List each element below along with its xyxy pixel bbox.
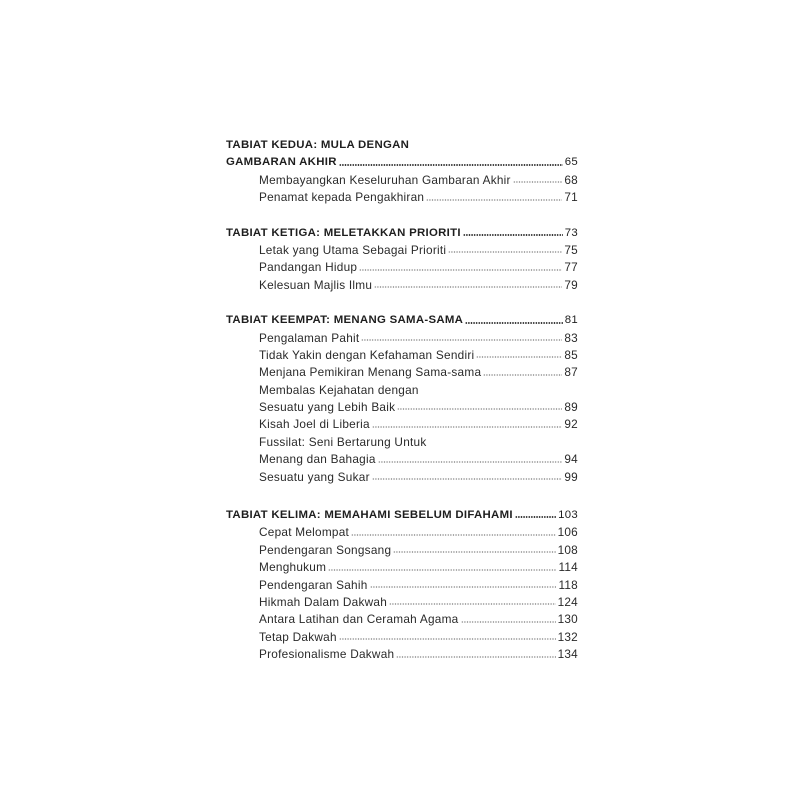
toc-entry-label: Tidak Yakin dengan Kefahaman Sendiri bbox=[259, 347, 475, 362]
toc-page-number: 77 bbox=[564, 260, 578, 275]
toc-entry-label: Pengalaman Pahit bbox=[259, 330, 360, 345]
toc-section-tabiat-kelima bbox=[226, 507, 578, 664]
toc-page-number: 118 bbox=[558, 577, 578, 592]
toc-heading-entry[interactable] bbox=[226, 154, 578, 171]
toc-entry[interactable] bbox=[226, 347, 578, 364]
toc-entry[interactable] bbox=[226, 629, 578, 646]
dot-leader bbox=[515, 516, 556, 518]
dot-leader bbox=[463, 234, 563, 236]
toc-page-number: 108 bbox=[557, 542, 578, 557]
toc-page-number: 79 bbox=[564, 277, 578, 292]
table-of-contents bbox=[226, 137, 578, 679]
toc-entry[interactable] bbox=[226, 364, 578, 381]
toc-entry-label: Pendengaran Sahih bbox=[259, 577, 368, 592]
dot-leader bbox=[378, 461, 563, 463]
toc-entry-label: Hikmah Dalam Dakwah bbox=[259, 594, 388, 609]
toc-entry[interactable] bbox=[226, 189, 578, 206]
toc-entry[interactable] bbox=[226, 542, 578, 559]
toc-entry-line: Fussilat: Seni Bertarung Untuk bbox=[259, 434, 427, 449]
toc-page-number: 130 bbox=[557, 612, 578, 627]
toc-entry[interactable] bbox=[226, 416, 578, 433]
toc-page-number: 99 bbox=[564, 469, 578, 484]
dot-leader bbox=[396, 656, 555, 658]
toc-heading-label: TABIAT KETIGA: MELETAKKAN PRIORITI bbox=[226, 226, 461, 239]
dot-leader bbox=[513, 181, 563, 183]
toc-section-tabiat-keempat bbox=[226, 312, 578, 486]
toc-entry[interactable] bbox=[226, 469, 578, 486]
toc-section-tabiat-kedua bbox=[226, 137, 578, 207]
toc-entry[interactable] bbox=[226, 330, 578, 347]
toc-heading-label: GAMBARAN AKHIR bbox=[226, 156, 337, 169]
toc-page-number: 106 bbox=[557, 525, 578, 540]
dot-leader bbox=[359, 269, 562, 271]
toc-page-number: 103 bbox=[558, 509, 578, 522]
toc-page-number: 92 bbox=[564, 417, 578, 432]
toc-page-number: 134 bbox=[557, 647, 578, 662]
toc-page-number: 114 bbox=[558, 560, 578, 575]
dot-leader bbox=[461, 621, 556, 623]
toc-page-number: 132 bbox=[557, 629, 578, 644]
dot-leader bbox=[372, 478, 563, 480]
toc-entry-label: Antara Latihan dan Ceramah Agama bbox=[259, 612, 459, 627]
dot-leader bbox=[361, 339, 562, 341]
dot-leader bbox=[397, 408, 562, 410]
dot-leader bbox=[448, 251, 562, 253]
toc-entry[interactable] bbox=[226, 242, 578, 259]
toc-entry-label: Letak yang Utama Sebagai Prioriti bbox=[259, 242, 447, 257]
toc-entry-label: Sesuatu yang Lebih Baik bbox=[259, 400, 396, 415]
toc-entry-label: Menang dan Bahagia bbox=[259, 452, 376, 467]
toc-entry[interactable] bbox=[226, 399, 578, 416]
toc-heading-label: TABIAT KEEMPAT: MENANG SAMA-SAMA bbox=[226, 314, 464, 327]
toc-entry-label: Pandangan Hidup bbox=[259, 260, 358, 275]
toc-entry[interactable] bbox=[226, 559, 578, 576]
toc-page-number: 73 bbox=[564, 226, 578, 239]
toc-entry[interactable] bbox=[226, 646, 578, 663]
toc-page-number: 83 bbox=[564, 330, 578, 345]
toc-entry-label: Membayangkan Keseluruhan Gambaran Akhir bbox=[259, 172, 511, 187]
toc-page-number: 81 bbox=[564, 314, 578, 327]
dot-leader bbox=[339, 638, 556, 640]
toc-heading-label: TABIAT KELIMA: MEMAHAMI SEBELUM DIFAHAMI bbox=[226, 509, 513, 522]
toc-entry[interactable] bbox=[226, 524, 578, 541]
toc-entry-label: Pendengaran Songsang bbox=[259, 542, 392, 557]
toc-entry-label: Profesionalisme Dakwah bbox=[259, 647, 395, 662]
toc-entry[interactable] bbox=[226, 611, 578, 628]
toc-page-number: 94 bbox=[564, 452, 578, 467]
toc-page-number: 65 bbox=[564, 156, 578, 169]
dot-leader bbox=[372, 426, 563, 428]
toc-entry-label: Penamat kepada Pengakhiran bbox=[259, 190, 425, 205]
toc-entry[interactable] bbox=[226, 172, 578, 189]
toc-entry[interactable] bbox=[226, 259, 578, 276]
dot-leader bbox=[389, 603, 556, 605]
dot-leader bbox=[328, 569, 556, 571]
toc-page-number: 68 bbox=[564, 172, 578, 187]
toc-entry-label: Menjana Pemikiran Menang Sama-sama bbox=[259, 365, 482, 380]
dot-leader bbox=[339, 164, 563, 166]
toc-entry[interactable] bbox=[226, 451, 578, 468]
toc-page-number: 71 bbox=[564, 190, 578, 205]
toc-section-tabiat-ketiga bbox=[226, 225, 578, 295]
dot-leader bbox=[465, 322, 563, 324]
toc-page-number: 89 bbox=[564, 400, 578, 415]
toc-entry-label: Kelesuan Majlis Ilmu bbox=[259, 277, 373, 292]
toc-page-number: 124 bbox=[557, 594, 578, 609]
toc-page-number: 87 bbox=[564, 365, 578, 380]
dot-leader bbox=[426, 199, 562, 201]
dot-leader bbox=[351, 534, 556, 536]
toc-entry-line: Membalas Kejahatan dengan bbox=[259, 382, 419, 397]
toc-entry-label: Sesuatu yang Sukar bbox=[259, 469, 370, 484]
toc-heading-entry[interactable] bbox=[226, 312, 578, 329]
toc-entry[interactable] bbox=[226, 577, 578, 594]
dot-leader bbox=[483, 374, 562, 376]
toc-page-number: 75 bbox=[564, 242, 578, 257]
dot-leader bbox=[374, 286, 562, 288]
toc-heading-entry[interactable] bbox=[226, 507, 578, 524]
toc-heading-entry[interactable] bbox=[226, 225, 578, 242]
toc-entry[interactable] bbox=[226, 277, 578, 294]
dot-leader bbox=[476, 356, 562, 358]
dot-leader bbox=[393, 551, 555, 553]
toc-entry-label: Kisah Joel di Liberia bbox=[259, 417, 370, 432]
toc-heading-line: TABIAT KEDUA: MULA DENGAN bbox=[226, 139, 410, 151]
toc-entry-label: Menghukum bbox=[259, 560, 327, 575]
toc-entry-label: Tetap Dakwah bbox=[259, 629, 337, 644]
dot-leader bbox=[370, 586, 557, 588]
toc-entry[interactable] bbox=[226, 594, 578, 611]
toc-page-number: 85 bbox=[564, 347, 578, 362]
toc-entry-label: Cepat Melompat bbox=[259, 525, 350, 540]
